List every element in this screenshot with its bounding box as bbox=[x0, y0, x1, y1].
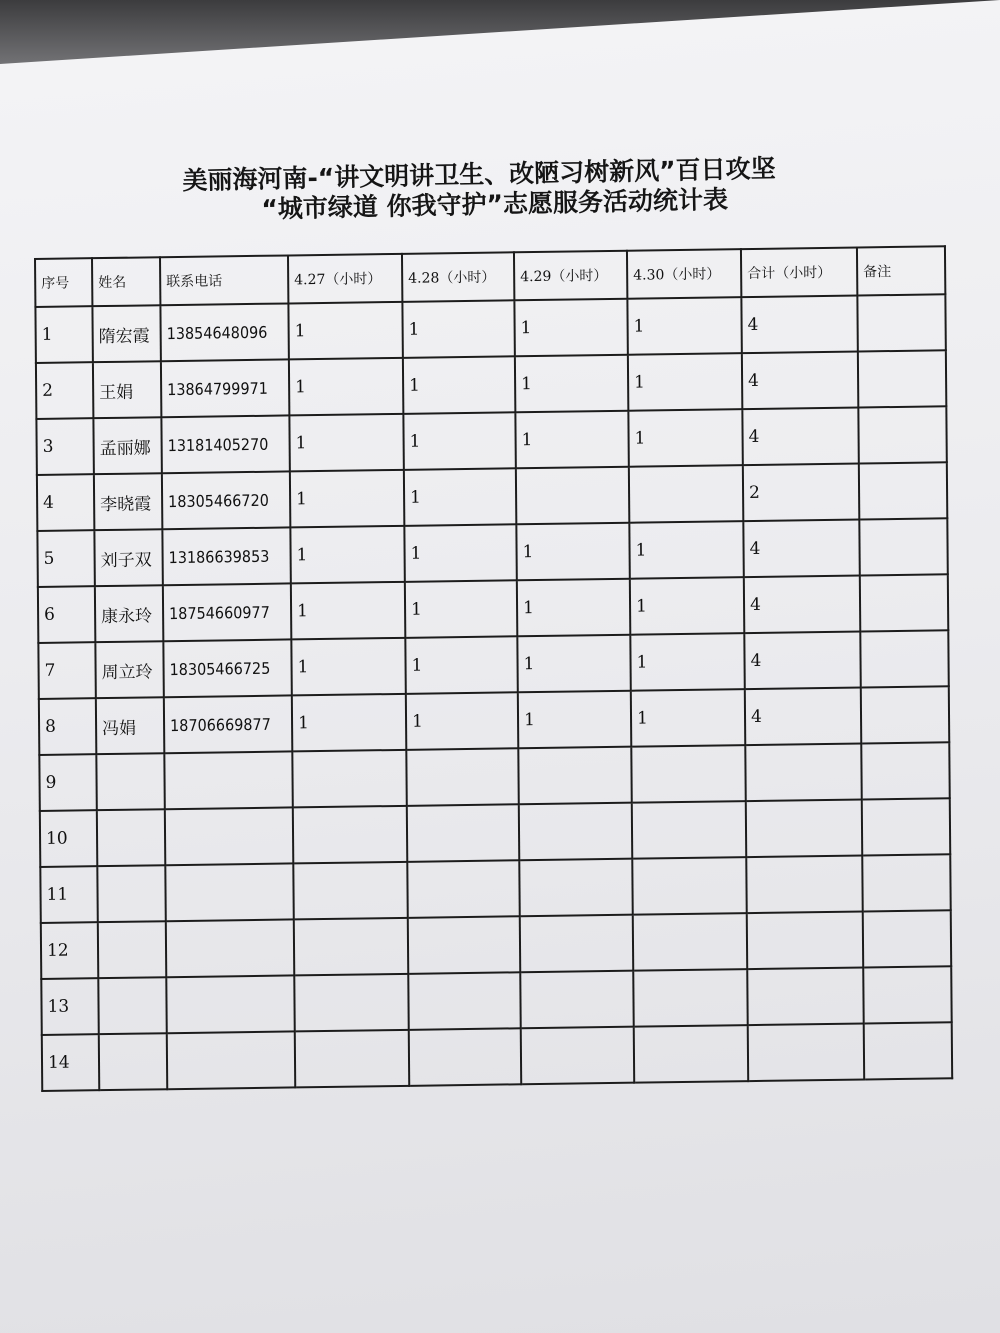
cell-seq: 5 bbox=[37, 530, 94, 587]
cell-phone bbox=[164, 751, 292, 809]
cell-hours-0429 bbox=[518, 747, 631, 805]
cell-total bbox=[747, 911, 863, 969]
cell-phone: 18305466725 bbox=[163, 639, 291, 697]
cell-remark bbox=[863, 910, 951, 967]
cell-remark bbox=[860, 630, 948, 687]
cell-total: 4 bbox=[741, 296, 857, 354]
title-line-2: “城市绿道 你我守护”志愿服务活动统计表 bbox=[261, 184, 729, 224]
cell-hours-0428 bbox=[408, 972, 520, 1030]
cell-hours-0429 bbox=[520, 971, 633, 1029]
cell-hours-0428: 1 bbox=[403, 412, 515, 470]
cell-name bbox=[98, 921, 166, 978]
cell-hours-0427: 1 bbox=[291, 582, 405, 640]
cell-hours-0428: 1 bbox=[402, 300, 514, 358]
cell-hours-0430 bbox=[629, 465, 743, 523]
header-remark: 备注 bbox=[857, 246, 945, 295]
cell-hours-0430 bbox=[632, 857, 746, 915]
cell-remark bbox=[858, 406, 946, 463]
cell-hours-0427: 1 bbox=[289, 358, 403, 416]
cell-remark bbox=[857, 294, 945, 351]
document-title bbox=[0, 149, 1000, 230]
cell-seq: 12 bbox=[41, 922, 98, 979]
cell-hours-0430: 1 bbox=[628, 353, 742, 411]
cell-remark bbox=[858, 350, 946, 407]
header-name: 姓名 bbox=[92, 257, 160, 306]
cell-name bbox=[97, 865, 165, 922]
header-total: 合计（小时） bbox=[741, 248, 857, 298]
cell-hours-0429 bbox=[516, 467, 629, 525]
cell-hours-0428: 1 bbox=[404, 524, 516, 582]
cell-seq: 3 bbox=[36, 418, 93, 475]
cell-hours-0429 bbox=[519, 803, 632, 861]
cell-seq: 9 bbox=[39, 754, 96, 811]
cell-remark bbox=[859, 518, 947, 575]
cell-seq: 8 bbox=[39, 698, 96, 755]
cell-hours-0428 bbox=[406, 748, 518, 806]
cell-hours-0430: 1 bbox=[631, 689, 745, 747]
cell-hours-0430 bbox=[633, 969, 747, 1027]
cell-hours-0428: 1 bbox=[405, 636, 517, 694]
cell-total: 4 bbox=[744, 575, 860, 633]
cell-total bbox=[748, 1023, 864, 1081]
title-line-1: 美丽海河南-“讲文明讲卫生、改陋习树新风”百日攻坚 bbox=[182, 153, 776, 196]
table-row bbox=[42, 1022, 952, 1091]
cell-hours-0430: 1 bbox=[628, 409, 742, 467]
cell-name bbox=[98, 977, 166, 1034]
cell-name: 康永玲 bbox=[95, 585, 163, 642]
cell-phone: 18754660977 bbox=[163, 583, 291, 641]
cell-hours-0428: 1 bbox=[406, 692, 518, 750]
cell-total bbox=[747, 967, 863, 1025]
stats-table-wrapper bbox=[34, 245, 953, 1092]
cell-name: 李晓霞 bbox=[94, 473, 162, 530]
cell-total: 4 bbox=[742, 352, 858, 410]
cell-phone: 13864799971 bbox=[161, 359, 289, 417]
cell-phone bbox=[166, 975, 294, 1033]
cell-hours-0430 bbox=[633, 913, 747, 971]
cell-remark bbox=[864, 1022, 952, 1079]
cell-seq: 14 bbox=[42, 1034, 99, 1091]
cell-hours-0428: 1 bbox=[405, 580, 517, 638]
cell-hours-0430: 1 bbox=[627, 297, 741, 355]
table-body bbox=[35, 294, 952, 1091]
header-day-0430: 4.30（小时） bbox=[627, 249, 741, 299]
cell-hours-0427 bbox=[293, 862, 407, 920]
cell-hours-0430 bbox=[631, 745, 745, 803]
cell-hours-0428: 1 bbox=[404, 468, 516, 526]
cell-total: 4 bbox=[745, 687, 861, 745]
cell-hours-0428: 1 bbox=[403, 356, 515, 414]
cell-name: 王娟 bbox=[93, 361, 161, 418]
header-day-0427: 4.27（小时） bbox=[288, 254, 402, 304]
cell-hours-0429: 1 bbox=[515, 411, 628, 469]
cell-phone bbox=[165, 863, 293, 921]
cell-phone bbox=[167, 1031, 295, 1089]
cell-total: 4 bbox=[742, 408, 858, 466]
cell-hours-0429 bbox=[520, 915, 633, 973]
cell-remark bbox=[863, 966, 951, 1023]
cell-name bbox=[96, 753, 164, 810]
cell-name: 孟丽娜 bbox=[93, 417, 161, 474]
cell-remark bbox=[860, 574, 948, 631]
cell-phone: 18706669877 bbox=[164, 695, 292, 753]
cell-remark bbox=[861, 686, 949, 743]
header-day-0429: 4.29（小时） bbox=[514, 251, 627, 301]
header-phone: 联系电话 bbox=[160, 255, 288, 305]
cell-hours-0428 bbox=[407, 860, 519, 918]
cell-hours-0427: 1 bbox=[291, 638, 405, 696]
cell-total: 2 bbox=[743, 464, 859, 522]
cell-phone: 13186639853 bbox=[162, 527, 290, 585]
cell-hours-0427 bbox=[294, 918, 408, 976]
cell-hours-0429: 1 bbox=[517, 579, 630, 637]
cell-hours-0428 bbox=[409, 1028, 521, 1086]
cell-total bbox=[746, 855, 862, 913]
cell-hours-0427: 1 bbox=[292, 694, 406, 752]
cell-hours-0428 bbox=[408, 916, 520, 974]
cell-hours-0429: 1 bbox=[517, 635, 630, 693]
cell-hours-0427: 1 bbox=[288, 302, 402, 360]
cell-total bbox=[745, 743, 861, 801]
cell-hours-0427 bbox=[295, 1030, 409, 1088]
cell-total: 4 bbox=[744, 631, 860, 689]
cell-hours-0427: 1 bbox=[290, 526, 404, 584]
cell-hours-0430: 1 bbox=[630, 577, 744, 635]
cell-name: 周立玲 bbox=[95, 641, 163, 698]
cell-remark bbox=[862, 854, 950, 911]
cell-seq: 13 bbox=[41, 978, 98, 1035]
cell-seq: 10 bbox=[40, 810, 97, 867]
cell-phone: 13181405270 bbox=[161, 415, 289, 473]
cell-seq: 7 bbox=[38, 642, 95, 699]
cell-hours-0429: 1 bbox=[516, 523, 629, 581]
cell-hours-0427 bbox=[292, 750, 406, 808]
cell-total bbox=[746, 799, 862, 857]
cell-seq: 11 bbox=[40, 866, 97, 923]
cell-phone bbox=[165, 807, 293, 865]
cell-hours-0429: 1 bbox=[514, 299, 627, 357]
cell-hours-0427: 1 bbox=[289, 414, 403, 472]
cell-phone: 13854648096 bbox=[160, 303, 288, 361]
cell-hours-0429: 1 bbox=[518, 691, 631, 749]
cell-hours-0430 bbox=[632, 801, 746, 859]
cell-name: 隋宏霞 bbox=[92, 305, 160, 362]
cell-seq: 6 bbox=[38, 586, 95, 643]
cell-phone bbox=[166, 919, 294, 977]
cell-hours-0428 bbox=[407, 804, 519, 862]
cell-total: 4 bbox=[743, 519, 859, 577]
cell-phone: 18305466720 bbox=[162, 471, 290, 529]
cell-hours-0429 bbox=[519, 859, 632, 917]
cell-hours-0429: 1 bbox=[515, 355, 628, 413]
cell-remark bbox=[859, 462, 947, 519]
cell-remark bbox=[861, 742, 949, 799]
cell-name: 刘子双 bbox=[94, 529, 162, 586]
header-seq: 序号 bbox=[35, 258, 92, 307]
cell-remark bbox=[862, 798, 950, 855]
volunteer-stats-table bbox=[34, 245, 953, 1092]
cell-hours-0430: 1 bbox=[629, 521, 743, 579]
cell-name bbox=[97, 809, 165, 866]
cell-hours-0427: 1 bbox=[290, 470, 404, 528]
cell-seq: 4 bbox=[37, 474, 94, 531]
cell-seq: 1 bbox=[35, 306, 92, 363]
cell-name: 冯娟 bbox=[96, 697, 164, 754]
cell-seq: 2 bbox=[36, 362, 93, 419]
cell-name bbox=[99, 1033, 167, 1090]
cell-hours-0427 bbox=[294, 974, 408, 1032]
cell-hours-0429 bbox=[521, 1027, 634, 1085]
cell-hours-0427 bbox=[293, 806, 407, 864]
cell-hours-0430: 1 bbox=[630, 633, 744, 691]
cell-hours-0430 bbox=[634, 1025, 748, 1083]
header-day-0428: 4.28（小时） bbox=[402, 252, 514, 302]
